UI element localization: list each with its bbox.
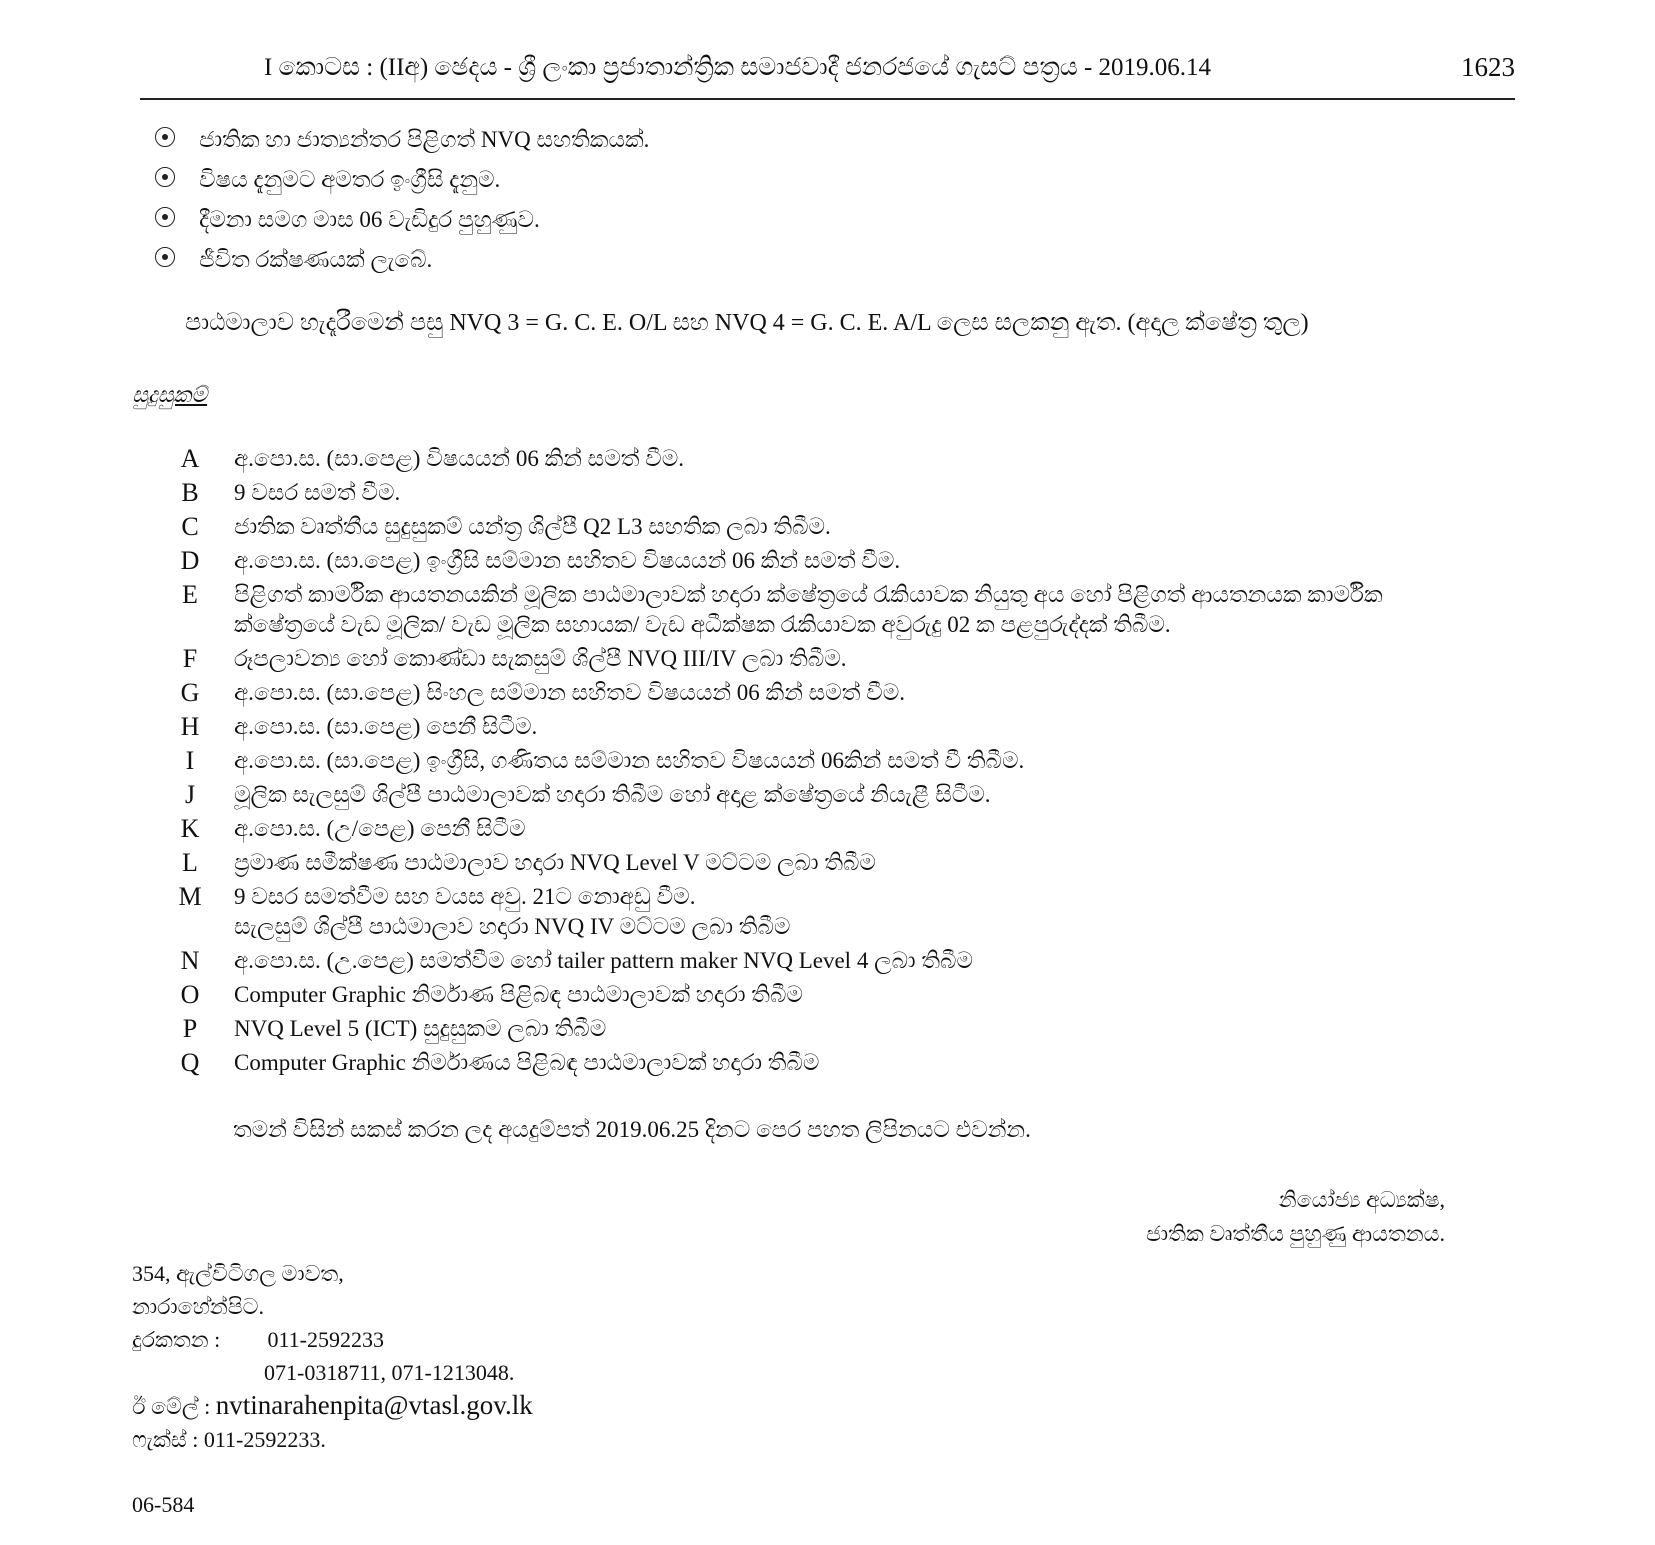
- qualification-code: N: [180, 946, 200, 975]
- qualification-code: Q: [180, 1048, 200, 1077]
- header-divider: [140, 98, 1515, 100]
- qualification-item: [170, 678, 1530, 708]
- qualification-item: [170, 780, 1530, 810]
- qualification-code: H: [180, 712, 200, 741]
- qualification-text: අ.පො.ස. (සා.පෙළ) ඉංග්‍රීසි, ගණිතය සම්මාන සහිතව විෂයයන් 06කින් සමත් වී තිබීම.: [234, 748, 1025, 773]
- qualification-code: C: [181, 512, 199, 541]
- qualification-item: [170, 644, 1530, 674]
- gazette-header-title: I කොටස : (IIඅ) ඡෙදය - ශ්‍රී ලංකා ප්‍රජාතාන්ත්‍රික සමාජවාදී ජනරජයේ ගැසට් පත්‍රය - 2019.06.14: [263, 54, 1212, 81]
- benefit-text: විෂය දැනුමට අමතර ඉංග්‍රීසි දැනුම.: [199, 167, 501, 192]
- qualifications-heading: සුදුසුකම්: [132, 382, 208, 407]
- qualification-text: NVQ Level 5 (ICT) සුදුසුකම ලබා තිබීම: [234, 1016, 607, 1041]
- qualification-code: O: [180, 980, 200, 1009]
- application-deadline-note: තමන් විසින් සකස් කරන ලද අයදුම්පත් 2019.06.25 දිනට පෙර පහත ලිපිනයට එවන්න.: [233, 1117, 1031, 1142]
- qualification-text: Computer Graphic නිර්මාණය පිළිබඳ පාඨමාලාවක් හදාරා තිබීම: [234, 1050, 820, 1075]
- nvq-equivalence-note: පාඨමාලාව හැදෑරීමෙන් පසු NVQ 3 = G. C. E. O/L සහ NVQ 4 = G. C. E. A/L ලෙස සලකනු ඇත. (අදාල ක්ෂේත්‍ර තුල): [185, 310, 1309, 336]
- radio-bullet-icon: [155, 167, 175, 187]
- qualification-item: [170, 746, 1530, 776]
- qualification-item: [170, 814, 1530, 844]
- phone-label: දුරකතන :: [132, 1327, 221, 1352]
- fax-line: [132, 1423, 533, 1456]
- qualification-code: L: [182, 848, 198, 877]
- qualifications-list: [170, 444, 1530, 1082]
- qualification-code: J: [184, 780, 196, 809]
- qualification-item: [170, 512, 1530, 542]
- address-line-1: 354, ඇල්විටිගල මාවත,: [132, 1261, 344, 1286]
- contact-address-block: [132, 1257, 533, 1456]
- qualification-code: M: [178, 882, 202, 911]
- qualification-code: K: [180, 814, 200, 843]
- benefit-text: ජාතික හා ජාත්‍යන්තර පිළිගත් NVQ සහතිකයක්.: [199, 127, 650, 152]
- email-address: nvtinarahenpita@vtasl.gov.lk: [215, 1390, 533, 1420]
- phone-line: [132, 1323, 533, 1356]
- qualification-text: 9 වසර සමත්වීම සහ වයස අවු. 21ට නොඅඩු වීම. සැලසුම් ශිල්පී පාඨමාලාව හදාරා NVQ IV මට්ටම ලබා තිබීම: [234, 884, 791, 939]
- page-number: 1623: [1461, 52, 1515, 82]
- signatory-organization: ජාතික වෘත්තීය පුහුණු ආයතනය.: [1145, 1221, 1445, 1246]
- qualification-code: G: [180, 678, 200, 707]
- qualification-text: අ.පො.ස. (උ/පෙළ) පෙනී සිටීම: [234, 816, 526, 841]
- radio-bullet-icon: [155, 247, 175, 267]
- qualification-text: අ.පො.ස. (සා.පෙළ) පෙනී සිටීම.: [234, 714, 538, 739]
- qualification-item: [170, 882, 1530, 942]
- qualification-item: [170, 712, 1530, 742]
- qualification-text: ප්‍රමාණ සමීක්ෂණ පාඨමාලාව හදාරා NVQ Level V මට්ටම ලබා තිබීම: [234, 850, 876, 875]
- reference-number: 06-584: [132, 1492, 195, 1517]
- qualification-text: අ.පො.ස. (සා.පෙළ) සිංහල සම්මාන සහිතව විෂයයන් 06 කින් සමත් වීම.: [234, 680, 905, 705]
- qualification-text: ජාතික වෘත්තීය සුදුසුකම් යන්ත්‍ර ශිල්පී Q2 L3 සහතික ලබා තිබීම.: [234, 514, 831, 539]
- fax-label: ෆැක්ස් :: [132, 1427, 199, 1452]
- signature-block: [1146, 1183, 1445, 1251]
- qualification-code: P: [182, 1014, 198, 1043]
- qualification-code: I: [185, 746, 195, 775]
- qualification-code: E: [182, 580, 198, 609]
- qualification-item: [170, 546, 1530, 576]
- email-label: ඊ මේල් :: [132, 1394, 211, 1419]
- qualification-item: [170, 980, 1530, 1010]
- qualification-code: D: [180, 546, 200, 575]
- qualification-text: රූපලාවන්‍ය හෝ කොණ්ඩා සැකසුම් ශිල්පී NVQ III/IV ලබා තිබීම.: [234, 646, 847, 671]
- qualification-text: අ.පො.ස. (සා.පෙළ) ඉංග්‍රීසි සම්මාන සහිතව විෂයයන් 06 කින් සමත් වීම.: [234, 548, 901, 573]
- page-header: [140, 50, 1515, 92]
- qualification-item: [170, 1048, 1530, 1078]
- email-line: [132, 1389, 533, 1423]
- qualification-item: [170, 444, 1530, 474]
- qualification-text: මූලික සැලසුම් ශිල්පී පාඨමාලාවක් හදාරා තිබීම හෝ අදාළ ක්ෂේත්‍රයේ නියැළී සිටීම.: [234, 782, 991, 807]
- fax-number: 011-2592233.: [203, 1427, 326, 1452]
- qualification-item: [170, 848, 1530, 878]
- signatory-title: නියෝජ්‍ය අධ්‍යක්ෂ,: [1278, 1187, 1445, 1212]
- qualification-item: [170, 1014, 1530, 1044]
- qualification-text: Computer Graphic නිර්මාණ පිළිබඳ පාඨමාලාවක් හදාරා තිබීම: [234, 982, 803, 1007]
- qualification-text: පිළිගත් කාර්මික ආයතනයකින් මූලික පාඨමාලාවක් හදාරා ක්ෂේත්‍රයේ රැකියාවක නියුතු අය හෝ පිළිගත් ආයතනයක කාර්මික ක්ෂේත්‍රයේ වැඩ මූලික/ වැඩ මූලික සහායක/ වැඩ අධීක්ෂක රැකියාවක අවුරුදු 02 ක පළපුරුද්දක් තිබීම.: [234, 582, 1383, 637]
- address-line-2: නාරාහේන්පිට.: [132, 1294, 265, 1319]
- qualification-code: B: [181, 478, 199, 507]
- qualification-item: [170, 946, 1530, 976]
- qualification-text: 9 වසර සමත් වීම.: [234, 480, 401, 505]
- radio-bullet-icon: [155, 207, 175, 227]
- phone-number-2: 071-0318711, 071-1213048.: [264, 1360, 515, 1385]
- qualification-item: [170, 580, 1530, 640]
- qualification-text: අ.පො.ස. (සා.පෙළ) විෂයයන් 06 කින් සමත් වීම.: [234, 446, 684, 471]
- qualification-code: A: [180, 444, 200, 473]
- benefit-text: ජීවිත රක්ෂණයක් ලැබේ.: [199, 247, 433, 272]
- phone-number-1: 011-2592233: [267, 1327, 385, 1352]
- benefit-text: දීමනා සමග මාස 06 වැඩිදුර පුහුණුව.: [199, 207, 540, 232]
- qualification-text: අ.පො.ස. (උ.පෙළ) සමත්වීම හෝ tailer pattern maker NVQ Level 4 ලබා තිබීම: [234, 948, 974, 973]
- qualification-item: [170, 478, 1530, 508]
- qualification-code: F: [182, 644, 198, 673]
- radio-bullet-icon: [155, 127, 175, 147]
